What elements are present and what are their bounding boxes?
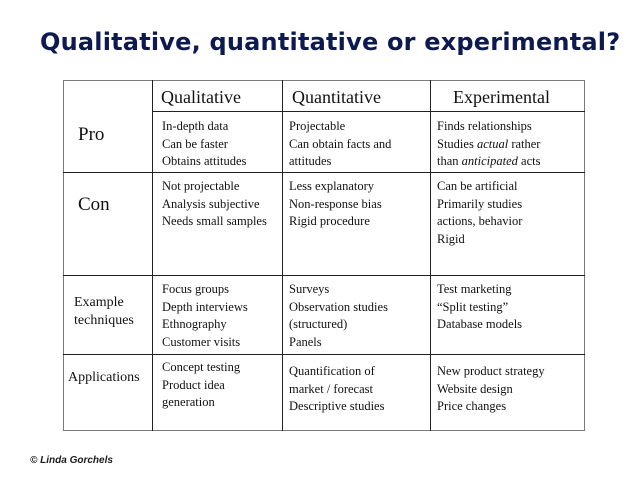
cell-line: Primarily studies [437,196,523,211]
cell-line: than anticipated acts [437,154,541,168]
row-header-applications: Applications [68,370,140,385]
cell-examples-quantitative [289,281,388,351]
cell-line: Product idea [162,377,225,392]
cell-line: Price changes [437,399,507,413]
cell-line: Rigid [437,231,465,246]
column-header-quantitative: Quantitative [292,87,381,107]
cell-line: Less explanatory [289,179,375,193]
column-header-qualitative: Qualitative [161,87,241,107]
cell-line: Studies actual rather [437,136,541,151]
cell-line: Test marketing [437,282,512,296]
cell-con-qualitative [162,178,267,231]
cell-applications-qualitative [162,359,240,412]
cell-pro-quantitative [289,118,391,171]
cell-line: Non-response bias [289,196,382,211]
cell-line: Quantification of [289,364,375,378]
header-divider [152,111,585,112]
copyright-note: © Linda Gorchels [30,455,113,466]
column-divider-1 [152,80,153,431]
cell-applications-quantitative [289,363,384,416]
row-divider-examples-applications [63,354,585,355]
cell-con-experimental [437,178,522,248]
cell-pro-experimental [437,118,540,171]
cell-line: Projectable [289,119,346,133]
cell-line: Database models [437,317,523,331]
cell-line: Can be artificial [437,179,518,193]
cell-line: attitudes [289,154,332,168]
cell-line: Finds relationships [437,119,532,133]
emphasis-text: actual [476,136,509,151]
cell-line: “Split testing” [437,299,509,314]
cell-examples-qualitative [162,281,248,351]
cell-line: Can obtain facts and [289,136,392,151]
cell-line: Descriptive studies [289,399,385,413]
cell-line: (structured) [289,317,348,331]
cell-line: New product strategy [437,364,545,378]
cell-line: Ethnography [162,317,227,331]
row-header-example-techniques: Example techniques [74,295,134,328]
cell-line: market / forecast [289,381,373,396]
slide-title: Qualitative, quantitative or experimental? [40,28,621,56]
cell-line: actions, behavior [437,214,523,228]
cell-con-quantitative [289,178,382,231]
cell-line: Can be faster [162,136,228,151]
cell-line: Panels [289,334,322,349]
cell-line: Obtains attitudes [162,154,247,168]
cell-line: generation [162,395,215,409]
cell-line: Focus groups [162,282,230,296]
column-divider-2 [282,80,283,431]
row-divider-pro-con [63,172,585,173]
cell-line: Customer visits [162,334,241,349]
column-header-experimental: Experimental [453,87,550,107]
row-header-con: Con [78,194,110,215]
cell-line: Not projectable [162,179,240,193]
cell-examples-experimental [437,281,522,334]
cell-line: Analysis subjective [162,196,260,211]
cell-line: Website design [437,381,513,396]
cell-line: Surveys [289,282,330,296]
cell-line: Depth interviews [162,299,248,314]
row-header-pro: Pro [78,124,105,145]
cell-line: Rigid procedure [289,214,370,228]
cell-line: Needs small samples [162,214,267,228]
row-divider-con-examples [63,275,585,276]
emphasis-text: anticipated [461,154,518,168]
cell-line: Observation studies [289,299,388,314]
cell-line: Concept testing [162,360,241,374]
cell-applications-experimental [437,363,545,416]
cell-pro-qualitative [162,118,246,171]
column-divider-3 [430,80,431,431]
cell-line: In-depth data [162,119,229,133]
